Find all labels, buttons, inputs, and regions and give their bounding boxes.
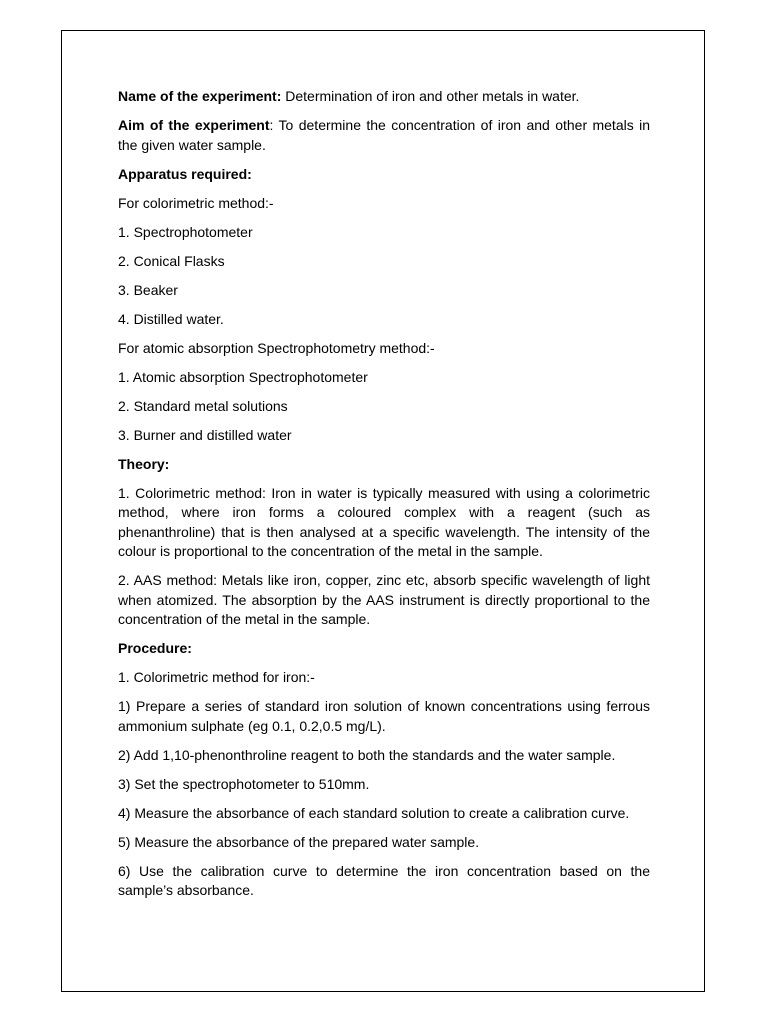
- apparatus-item: 1. Atomic absorption Spectrophotometer: [118, 368, 368, 385]
- aim-label: Aim of the experiment: [118, 117, 270, 133]
- theory-paragraph: 2. AAS method: Metals like iron, copper, zinc etc, absorb specific wavelength of light when atomized. The absorption by the AAS instrument is directly proportional to the concentration of the metal in the sample.: [118, 572, 650, 627]
- experiment-name-label: Name of the experiment:: [118, 88, 282, 104]
- procedure-step: 4) Measure the absorbance of each standard solution to create a calibration curve.: [118, 804, 630, 821]
- procedure-step: 3) Set the spectrophotometer to 510mm.: [118, 775, 370, 792]
- procedure-step: 1) Prepare a series of standard iron solution of known concentrations using ferrous ammonium sulphate (eg 0.1, 0.2,0.5 mg/L).: [118, 698, 650, 734]
- procedure-step: 6) Use the calibration curve to determine the iron concentration based on the sample’s absorbance.: [118, 862, 650, 898]
- document-page: [61, 30, 705, 992]
- procedure-step: 2) Add 1,10-phenonthroline reagent to both the standards and the water sample.: [118, 746, 616, 763]
- apparatus-item: 3. Burner and distilled water: [118, 426, 292, 443]
- apparatus-item: 4. Distilled water.: [118, 310, 224, 327]
- apparatus-item: 3. Beaker: [118, 281, 178, 298]
- apparatus-item: 1. Spectrophotometer: [118, 223, 253, 240]
- document-content: [118, 87, 650, 910]
- procedure-step: 5) Measure the absorbance of the prepared water sample.: [118, 833, 480, 850]
- colorimetric-apparatus-intro: For colorimetric method:-: [118, 194, 274, 211]
- experiment-name-value: Determination of iron and other metals in water.: [281, 88, 580, 104]
- aim-value: : To determine the concentration of iron and other metals in the given water sample.: [118, 117, 651, 153]
- procedure-subheading: 1. Colorimetric method for iron:-: [118, 669, 315, 685]
- aim-line: [118, 116, 650, 155]
- apparatus-heading: Apparatus required:: [118, 165, 252, 182]
- apparatus-item: 2. Conical Flasks: [118, 252, 225, 269]
- experiment-name-line: [118, 87, 650, 107]
- theory-heading: Theory:: [118, 455, 170, 472]
- apparatus-item: 2. Standard metal solutions: [118, 397, 288, 414]
- aas-apparatus-intro: For atomic absorption Spectrophotometry method:-: [118, 339, 435, 356]
- procedure-heading: Procedure:: [118, 640, 192, 656]
- theory-paragraph: 1. Colorimetric method: Iron in water is typically measured with using a colorimetric method, where iron forms a coloured complex with a reagent (such as phenanthroline) that is then analysed at a specific wavelength. The intensity of the colour is proportional to the concentration of the metal in the sample.: [118, 484, 650, 559]
